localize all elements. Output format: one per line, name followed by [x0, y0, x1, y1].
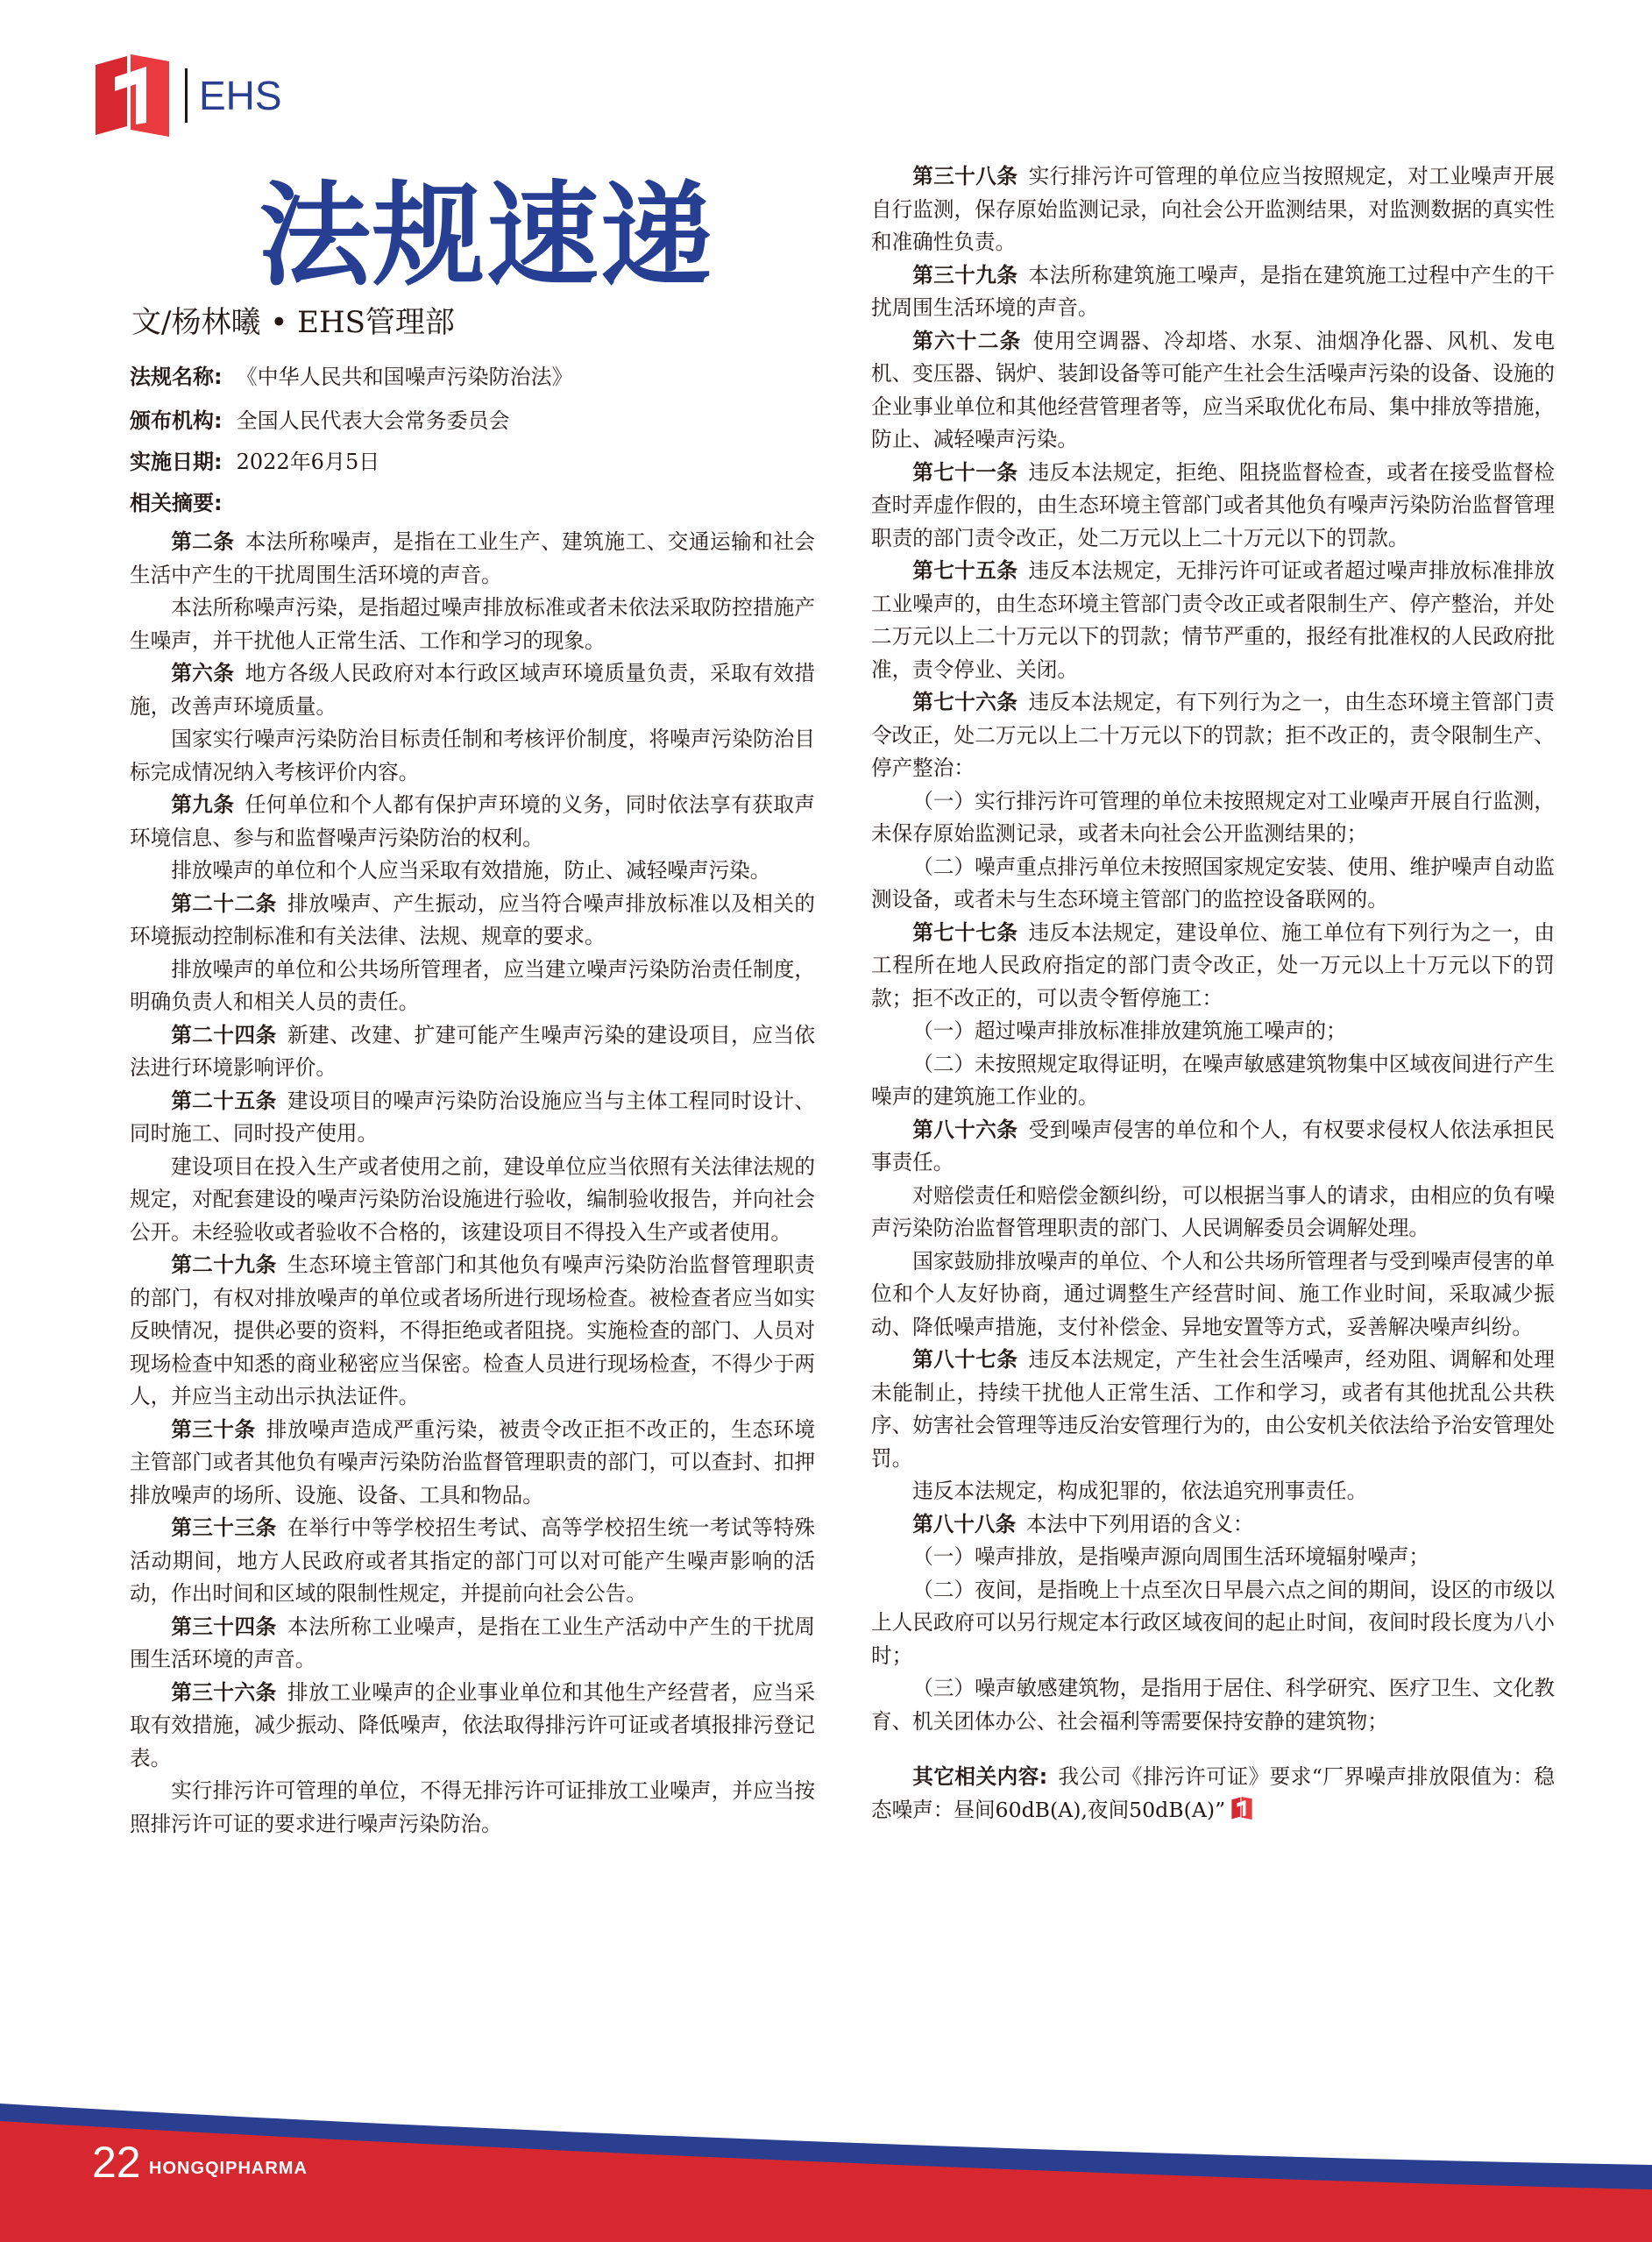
left-column: [130, 526, 815, 1841]
article-paragraph: 第二十二条 排放噪声、产生振动，应当符合噪声排放标准以及相关的环境振动控制标准和有关法律、法规、规章的要求。: [130, 890, 816, 948]
article-paragraph: 第二十五条 建设项目的噪声污染防治设施应当与主体工程同时设计、同时施工、同时投产使用。: [130, 1088, 816, 1146]
other-content: 其它相关内容: 我公司《排污许可证》要求“厂界噪声排放限值为：稳态噪声：昼间60dB(A),夜间50dB(A)”: [871, 1764, 1556, 1822]
meta-label: 相关摘要:: [130, 491, 223, 515]
page-title: 法规速递: [259, 171, 715, 302]
article-paragraph: 第九条 任何单位和个人都有保护声环境的义务，同时依法享有获取声环境信息、参与和监督噪声污染防治的权利。: [130, 792, 816, 850]
section-label: EHS: [199, 73, 282, 118]
article-paragraph: （二）夜间，是指晚上十点至次日早晨六点之间的期间，设区的市级以上人民政府可以另行规定本行政区域夜间的起止时间，夜间时段长度为八小时；: [871, 1577, 1555, 1668]
meta-date: [130, 443, 822, 482]
article-paragraph: 实行排污许可管理的单位，不得无排污许可证排放工业噪声，并应当按照排污许可证的要求进行噪声污染防治。: [130, 1778, 815, 1836]
article-paragraph: 第七十一条 违反本法规定，拒绝、阻挠监督检查，或者在接受监督检查时弄虚作假的，由生态环境主管部门或者其他负有噪声污染防治监督管理职责的部门责令改正，处二万元以上二十万元以下的罚款。: [871, 459, 1556, 550]
article-paragraph: 第二条 本法所称噪声，是指在工业生产、建筑施工、交通运输和社会生活中产生的干扰周围生活环境的声音。: [130, 529, 816, 587]
meta-law-name: [130, 358, 822, 397]
article-paragraph: 第六条 地方各级人民政府对本行政区域声环境质量负责，采取有效措施，改善声环境质量。: [130, 661, 816, 719]
article-paragraph: 本法所称噪声污染，是指超过噪声排放标准或者未依法采取防控措施产生噪声，并干扰他人正常生活、工作和学习的现象。: [130, 595, 815, 653]
footer-brand: HONGQIPHARMA: [149, 2159, 308, 2178]
article-paragraph: 第三十九条 本法所称建筑施工噪声，是指在建筑施工过程中产生的干扰周围生活环境的声音。: [871, 262, 1556, 320]
article-paragraph: 违反本法规定，构成犯罪的，依法追究刑事责任。: [912, 1479, 1368, 1503]
article-paragraph: （一）超过噪声排放标准排放建筑施工噪声的；: [912, 1018, 1347, 1043]
meta-value: 2022年6月5日: [236, 450, 380, 474]
article-paragraph: 第三十四条 本法所称工业噪声，是指在工业生产活动中产生的干扰周围生活环境的声音。: [130, 1614, 816, 1671]
meta-label: 颁布机构:: [130, 408, 223, 433]
article-paragraph: 对赔偿责任和赔偿金额纠纷，可以根据当事人的请求，由相应的负有噪声污染防治监督管理职责的部门、人民调解委员会调解处理。: [871, 1182, 1555, 1240]
hongqi-logo: [92, 54, 173, 137]
spacer: [871, 1738, 1555, 1761]
article-paragraph: 第三十六条 排放工业噪声的企业事业单位和其他生产经营者，应当采取有效措施，减少振动、降低噪声，依法取得排污许可证或者填报排污登记表。: [130, 1679, 816, 1770]
article-paragraph: 第三十八条 实行排污许可管理的单位应当按照规定，对工业噪声开展自行监测，保存原始监测记录，向社会公开监测结果，对监测数据的真实性和准确性负责。: [871, 164, 1556, 254]
article-paragraph: （二）未按照规定取得证明，在噪声敏感建筑物集中区域夜间进行产生噪声的建筑施工作业的。: [871, 1051, 1555, 1109]
article-paragraph: 第七十七条 违反本法规定，建设单位、施工单位有下列行为之一，由工程所在地人民政府指定的部门责令改正，处一万元以上十万元以下的罚款；拒不改正的，可以责令暂停施工：: [871, 919, 1556, 1011]
article-paragraph: 第八十八条 本法中下列用语的含义：: [912, 1511, 1254, 1536]
page-number: 22: [92, 2138, 141, 2187]
article-paragraph: 第八十七条 违反本法规定，产生社会生活噪声，经劝阻、调解和处理未能制止，持续干扰他人正常生活、工作和学习，或者有其他扰乱公共秩序、妨害社会管理等违反治安管理行为的，由公安机关依法给予治安管理处罚。: [871, 1347, 1556, 1471]
article-paragraph: 第二十四条 新建、改建、扩建可能产生噪声污染的建设项目，应当依法进行环境影响评价。: [130, 1022, 816, 1080]
meta-label: 法规名称:: [130, 365, 223, 389]
article-paragraph: 第三十条 排放噪声造成严重污染，被责令改正拒不改正的，生态环境主管部门或者其他负有噪声污染防治监督管理职责的部门，可以查封、扣押排放噪声的场所、设施、设备、工具和物品。: [130, 1416, 816, 1508]
byline: 文/杨林曦 • EHS管理部: [131, 305, 455, 340]
article-paragraph: 第二十九条 生态环境主管部门和其他负有噪声污染防治监督管理职责的部门，有权对排放噪声的单位或者场所进行现场检查。被检查者应当如实反映情况，提供必要的资料，不得拒绝或者阻挠。实施检查的部门、人员对现场检查中知悉的商业秘密应当保密。检查人员进行现场检查，不得少于两人，并应当主动出示执法证件。: [130, 1252, 816, 1408]
article-paragraph: （三）噪声敏感建筑物，是指用于居住、科学研究、医疗卫生、文化教育、机关团体办公、社会福利等需要保持安静的建筑物；: [871, 1676, 1555, 1734]
header-divider: [185, 68, 188, 123]
right-column: [871, 160, 1555, 1827]
article-paragraph: 国家鼓励排放噪声的单位、个人和公共场所管理者与受到噪声侵害的单位和个人友好协商，通过调整生产经营时间、施工作业时间，采取减少振动、降低噪声措施，支付补偿金、异地安置等方式，妥善解决噪声纠纷。: [871, 1248, 1555, 1339]
article-paragraph: （二）噪声重点排污单位未按照国家规定安装、使用、维护噪声自动监测设备，或者未与生态环境主管部门的监控设备联网的。: [871, 854, 1555, 912]
article-paragraph: 第七十五条 违反本法规定，无排污许可证或者超过噪声排放标准排放工业噪声的，由生态环境主管部门责令改正或者限制生产、停产整治，并处二万元以上二十万元以下的罚款；情节严重的，报经有批准权的人民政府批准，责令停业、关闭。: [871, 558, 1556, 682]
meta-label: 实施日期:: [130, 450, 223, 474]
article-paragraph: 排放噪声的单位和个人应当采取有效措施，防止、减轻噪声污染。: [171, 858, 771, 883]
article-paragraph: 第六十二条 使用空调器、冷却塔、水泵、油烟净化器、风机、发电机、变压器、锅炉、装卸设备等可能产生社会生活噪声污染的设备、设施的企业事业单位和其他经营管理者等，应当采取优化布局、集中排放等措施，防止、减轻噪声污染。: [871, 328, 1556, 451]
end-mark-logo-icon: [1230, 1797, 1253, 1820]
meta-issuer: [130, 401, 822, 441]
article-paragraph: 国家实行噪声污染防治目标责任制和考核评价制度，将噪声污染防治目标完成情况纳入考核评价内容。: [130, 727, 815, 784]
article-paragraph: 第七十六条 违反本法规定，有下列行为之一，由生态环境主管部门责令改正，处二万元以上二十万元以下的罚款；拒不改正的，责令限制生产、停产整治：: [871, 690, 1556, 780]
article-paragraph: 建设项目在投入生产或者使用之前，建设单位应当依照有关法律法规的规定，对配套建设的噪声污染防治设施进行验收，编制验收报告，并向社会公开。未经验收或者验收不合格的，该建设项目不得投入生产或者使用。: [130, 1153, 815, 1245]
article-paragraph: 第八十六条 受到噪声侵害的单位和个人，有权要求侵权人依法承担民事责任。: [871, 1117, 1556, 1174]
article-paragraph: 第三十三条 在举行中等学校招生考试、高等学校招生统一考试等特殊活动期间，地方人民政府或者其指定的部门可以对可能产生噪声影响的活动，作出时间和区域的限制性规定，并提前向社会公告。: [130, 1515, 816, 1606]
article-paragraph: 排放噪声的单位和公共场所管理者，应当建立噪声污染防治责任制度，明确负责人和相关人员的责任。: [130, 956, 815, 1014]
article-paragraph: （一）实行排污许可管理的单位未按照规定对工业噪声开展自行监测，未保存原始监测记录，或者未向社会公开监测结果的；: [871, 788, 1555, 846]
article-paragraph: （一）噪声排放，是指噪声源向周围生活环境辐射噪声；: [912, 1544, 1430, 1569]
meta-summary: [130, 484, 822, 523]
meta-value: 全国人民代表大会常务委员会: [236, 408, 510, 433]
meta-value: 《中华人民共和国噪声污染防治法》: [236, 365, 573, 389]
